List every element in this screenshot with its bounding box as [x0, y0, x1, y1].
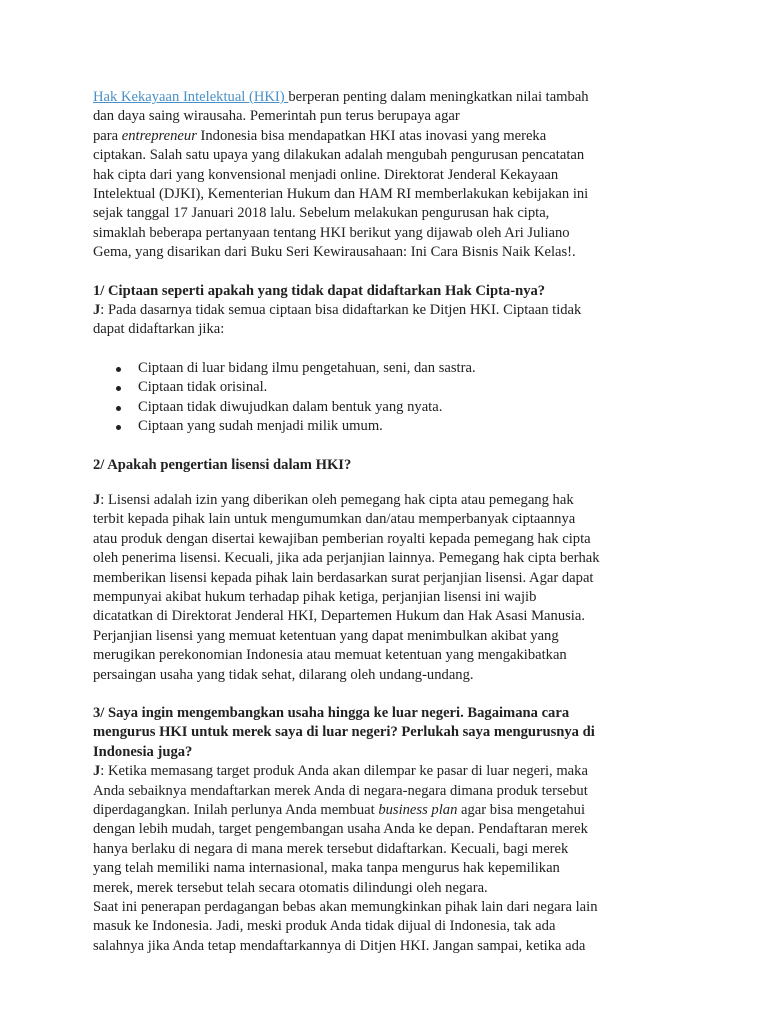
- answer-3-line-1: J: Ketika memasang target produk Anda akan dilempar ke pasar di luar negeri, maka: [93, 763, 588, 780]
- list-item: Ciptaan tidak diwujudkan dalam bentuk yang nyata.: [93, 398, 685, 417]
- answer-3-line-4: dengan lebih mudah, target pengembangan usaha Anda ke depan. Pendaftaran merek: [93, 821, 588, 838]
- answer-2-line-1: J: Lisensi adalah izin yang diberikan oleh pemegang hak cipta atau pemegang hak: [93, 491, 574, 508]
- intro-line-4: ciptakan. Salah satu upaya yang dilakukan adalah mengubah pengurusan pencatatan: [93, 147, 585, 164]
- answer-2-line-10: persaingan usaha yang tidak sehat, dilarang oleh undang-undang.: [93, 666, 474, 683]
- answer-3-line-7: merek, merek tersebut telah secara otomatis dilindungi oleh negara.: [93, 879, 488, 896]
- question-2-section: [93, 456, 685, 685]
- answer-2-line-3: atau produk dengan disertai kewajiban pemberian royalti kepada pemegang hak cipta: [93, 530, 591, 547]
- intro-line-6: Intelektual (DJKI), Kementerian Hukum dan HAM RI memberlakukan kebijakan ini: [93, 186, 589, 203]
- answer-3-line-5: hanya berlaku di negara di mana merek tersebut didaftarkan. Kecuali, bagi merek: [93, 840, 569, 857]
- answer-label: J: [93, 763, 101, 780]
- intro-line-9: Gema, yang disarikan dari Buku Seri Kewirausahaan: Ini Cara Bisnis Naik Kelas!.: [93, 244, 576, 261]
- answer-3-line-6: yang telah memiliki nama internasional, maka tanpa mengurus hak kepemilikan: [93, 860, 560, 877]
- criteria-list: [93, 359, 685, 437]
- question-3-heading-line-2: mengurus HKI untuk merek saya di luar negeri? Perlukah saya mengurusnya di: [93, 724, 595, 741]
- list-item: Ciptaan di luar bidang ilmu pengetahuan, seni, dan sastra.: [93, 359, 685, 378]
- spacer: [93, 263, 685, 282]
- answer-1-line-1: J: Pada dasarnya tidak semua ciptaan bisa didaftarkan ke Ditjen HKI. Ciptaan tidak: [93, 302, 582, 319]
- answer-3-line-8: Saat ini penerapan perdagangan bebas akan memungkinkan pihak lain dari negara lain: [93, 899, 598, 916]
- question-2-heading: 2/ Apakah pengertian lisensi dalam HKI?: [93, 456, 352, 473]
- question-3-heading-line-3: Indonesia juga?: [93, 743, 193, 760]
- answer-2-line-6: mempunyai akibat hukum terhadap pihak ketiga, perjanjian lisensi ini wajib: [93, 588, 537, 605]
- answer-2-line-4: oleh penerima lisensi. Kecuali, jika ada perjanjian lainnya. Pemegang hak cipta berhak: [93, 550, 600, 567]
- question-3-heading-line-1: 3/ Saya ingin mengembangkan usaha hingga ke luar negeri. Bagaimana cara: [93, 704, 570, 721]
- spacer: [93, 340, 685, 359]
- spacer: [93, 437, 685, 456]
- spacer: [93, 475, 685, 491]
- question-1-section: [93, 282, 685, 437]
- intro-line-8: simaklah beberapa pertanyaan tentang HKI berikut yang dijawab oleh Ari Juliano: [93, 224, 570, 241]
- spacer: [93, 685, 685, 704]
- answer-1-line-2: dapat didaftarkan jika:: [93, 321, 225, 338]
- entrepreneur-italic: entrepreneur: [121, 127, 197, 144]
- answer-2-line-9: merugikan perekonomian Indonesia atau memuat ketentuan yang mengakibatkan: [93, 647, 567, 664]
- business-plan-italic: business plan: [378, 802, 458, 818]
- intro-paragraph: [93, 88, 685, 263]
- answer-3-line-3: diperdagangkan. Inilah perlunya Anda membuat business plan agar bisa mengetahui: [93, 802, 586, 818]
- question-1-heading: 1/ Ciptaan seperti apakah yang tidak dapat didaftarkan Hak Cipta-nya?: [93, 282, 546, 299]
- list-item: Ciptaan yang sudah menjadi milik umum.: [93, 417, 685, 436]
- answer-2-line-8: Perjanjian lisensi yang memuat ketentuan yang dapat menimbulkan akibat yang: [93, 627, 559, 644]
- list-item: Ciptaan tidak orisinal.: [93, 378, 685, 397]
- answer-2-line-2: terbit kepada pihak lain untuk mengumumkan dan/atau memperbanyak ciptaannya: [93, 511, 576, 528]
- intro-line-2: dan daya saing wirausaha. Pemerintah pun terus berupaya agar: [93, 108, 460, 125]
- question-3-section: [93, 704, 685, 956]
- intro-line-1: Hak Kekayaan Intelektual (HKI) berperan penting dalam meningkatkan nilai tambah: [93, 89, 589, 105]
- answer-2-line-7: dicatatkan di Direktorat Jenderal HKI, Departemen Hukum dan Hak Asasi Manusia.: [93, 608, 585, 625]
- intro-line-3: para entrepreneur Indonesia bisa mendapatkan HKI atas inovasi yang mereka: [93, 127, 547, 144]
- answer-3-line-2: Anda sebaiknya mendaftarkan merek Anda di negara-negara dimana produk tersebut: [93, 782, 588, 799]
- answer-3-line-10: salahnya jika Anda tetap mendaftarkannya di Ditjen HKI. Jangan sampai, ketika ada: [93, 937, 586, 954]
- document-page: [93, 88, 685, 956]
- intro-line-5: hak cipta dari yang konvensional menjadi online. Direktorat Jenderal Kekayaan: [93, 166, 559, 183]
- answer-2-line-5: memberikan lisensi kepada pihak lain berdasarkan surat perjanjian lisensi. Agar dapat: [93, 569, 594, 586]
- answer-3-line-9: masuk ke Indonesia. Jadi, meski produk Anda tidak dijual di Indonesia, tak ada: [93, 918, 556, 935]
- answer-label: J: [93, 491, 101, 508]
- answer-label: J: [93, 302, 101, 319]
- intro-line-7: sejak tanggal 17 Januari 2018 lalu. Sebelum melakukan pengurusan hak cipta,: [93, 205, 550, 222]
- hki-link[interactable]: Hak Kekayaan Intelektual (HKI): [93, 89, 289, 105]
